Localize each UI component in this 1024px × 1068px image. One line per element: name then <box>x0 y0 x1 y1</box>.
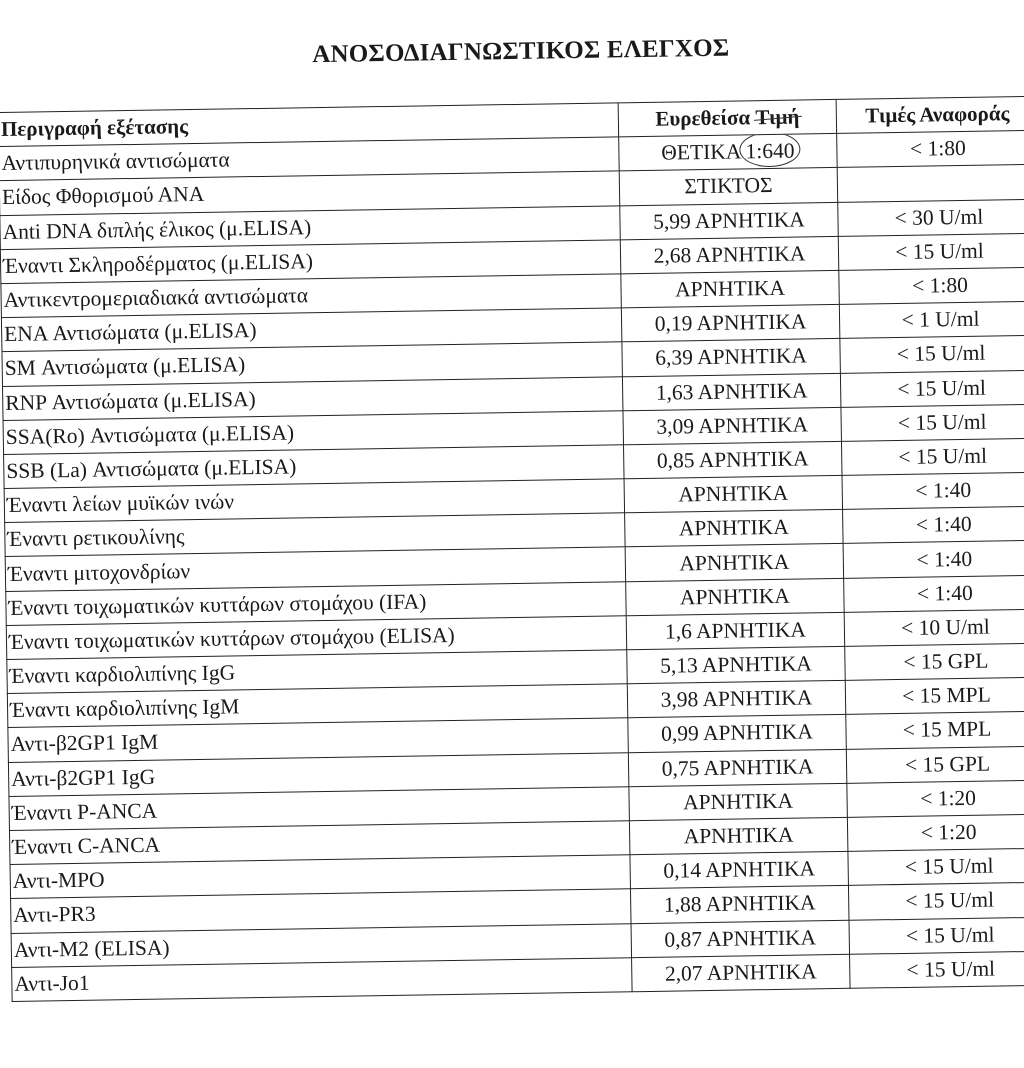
result-value-cell: 0,85 ΑΡΝΗΤΙΚΑ <box>623 441 842 479</box>
test-name-cell: Έναντι C-ANCA <box>9 821 629 865</box>
test-name-cell: Αντι-Jo1 <box>12 957 632 1001</box>
reference-range-cell: < 1:40 <box>844 575 1024 612</box>
reference-range-cell: < 1 U/ml <box>839 301 1024 338</box>
result-value-cell <box>619 134 838 172</box>
test-name-cell: Έναντι ρετικουλίνης <box>5 513 625 557</box>
reference-range-cell: < 15 U/ml <box>841 438 1024 475</box>
test-name-cell: ENA Αντισώματα (μ.ELISA) <box>1 308 621 352</box>
report-title: ΑΝΟΣΟΔΙΑΓΝΩΣΤΙΚΟΣ ΕΛΕΓΧΟΣ <box>312 34 730 69</box>
test-name-cell: Αντι-MPO <box>10 855 630 899</box>
reference-range-cell: < 1:40 <box>843 541 1024 578</box>
reference-range-cell: < 1:20 <box>847 780 1024 817</box>
result-value-cell: 3,98 ΑΡΝΗΤΙΚΑ <box>627 681 846 719</box>
reference-range-cell: < 15 U/ml <box>850 951 1024 988</box>
reference-range-cell: < 15 MPL <box>845 677 1024 714</box>
result-value-cell: 1,63 ΑΡΝΗΤΙΚΑ <box>622 373 841 411</box>
circled-titer: 1:640 <box>745 138 795 164</box>
reference-range-cell: < 10 U/ml <box>844 609 1024 646</box>
reference-range-cell: < 1:40 <box>842 472 1024 509</box>
test-name-cell: Έναντι τοιχωματικών κυττάρων στομάχου (IFA) <box>6 581 626 625</box>
column-header-reference: Τιμές Αναφοράς <box>836 96 1024 133</box>
reference-range-cell: < 1:20 <box>847 814 1024 851</box>
test-name-cell: Έναντι P-ANCA <box>9 787 629 831</box>
result-value-cell: ΑΡΝΗΤΙΚΑ <box>629 783 848 821</box>
test-name-cell: SSB (La) Αντισώματα (μ.ELISA) <box>4 445 624 489</box>
reference-range-cell: < 15 GPL <box>846 746 1024 783</box>
result-value-cell: 1,6 ΑΡΝΗΤΙΚΑ <box>626 612 845 650</box>
test-name-cell: Είδος Φθορισμού ΑΝΑ <box>0 171 620 215</box>
test-name-cell: Αντι-M2 (ELISA) <box>11 923 631 967</box>
result-value-cell: 1,88 ΑΡΝΗΤΙΚΑ <box>630 886 849 924</box>
test-name-cell: SSA(Ro) Αντισώματα (μ.ELISA) <box>3 410 623 454</box>
reference-range-cell: < 15 U/ml <box>840 336 1024 373</box>
column-header-value <box>618 99 837 137</box>
reference-range-cell: < 15 GPL <box>845 643 1024 680</box>
reference-range-cell: < 15 MPL <box>846 712 1024 749</box>
result-value-cell: 0,14 ΑΡΝΗΤΙΚΑ <box>630 851 849 889</box>
test-name-cell: Αντιπυρηνικά αντισώματα <box>0 137 619 181</box>
result-value-cell: 0,99 ΑΡΝΗΤΙΚΑ <box>628 715 847 753</box>
reference-range-cell: < 1:40 <box>843 506 1024 543</box>
test-name-cell: Έναντι τοιχωματικών κυττάρων στομάχου (ELISA) <box>6 616 626 660</box>
table-body <box>0 130 1024 1001</box>
result-value-cell: 2,07 ΑΡΝΗΤΙΚΑ <box>632 954 851 992</box>
result-value-cell: ΑΡΝΗΤΙΚΑ <box>625 544 844 582</box>
result-value-cell: ΑΡΝΗΤΙΚΑ <box>625 510 844 548</box>
reference-range-cell: < 1:80 <box>839 267 1024 304</box>
reference-range-cell: < 15 U/ml <box>841 404 1024 441</box>
column-header-value-prefix: Ευρεθείσα <box>655 105 756 131</box>
result-value-cell: ΑΡΝΗΤΙΚΑ <box>624 475 843 513</box>
reference-range-cell: < 15 U/ml <box>849 917 1024 954</box>
result-value-cell: 0,75 ΑΡΝΗΤΙΚΑ <box>628 749 847 787</box>
test-name-cell: Αντι-β2GP1 IgG <box>8 752 628 796</box>
result-value-cell: 0,87 ΑΡΝΗΤΙΚΑ <box>631 920 850 958</box>
reference-range-cell: < 1:80 <box>837 130 1024 167</box>
result-value-cell: ΑΡΝΗΤΙΚΑ <box>629 817 848 855</box>
test-name-cell: RNP Αντισώματα (μ.ELISA) <box>3 376 623 420</box>
result-value-cell: 6,39 ΑΡΝΗΤΙΚΑ <box>622 339 841 377</box>
result-value-cell: 5,99 ΑΡΝΗΤΙΚΑ <box>620 202 839 240</box>
column-header-description: Περιγραφή εξέτασης <box>0 103 619 147</box>
result-value-cell: ΣΤΙΚΤΟΣ <box>619 168 838 206</box>
result-value-cell: ΑΡΝΗΤΙΚΑ <box>626 578 845 616</box>
test-name-cell: SM Αντισώματα (μ.ELISA) <box>2 342 622 386</box>
test-name-cell: Αντι-PR3 <box>11 889 631 933</box>
reference-range-cell: < 15 U/ml <box>838 233 1024 270</box>
test-name-cell: Anti DNA διπλής έλικος (μ.ELISA) <box>0 205 620 249</box>
result-value-cell: 2,68 ΑΡΝΗΤΙΚΑ <box>620 236 839 274</box>
test-name-cell: Έναντι Σκληροδέρματος (μ.ELISA) <box>0 240 620 284</box>
result-value-cell: 0,19 ΑΡΝΗΤΙΚΑ <box>621 305 840 343</box>
result-value-prefix: ΘΕΤΙΚΑ <box>661 139 746 165</box>
test-name-cell: Αντι-β2GP1 IgM <box>8 718 628 762</box>
result-value-cell: 5,13 ΑΡΝΗΤΙΚΑ <box>627 646 846 684</box>
test-name-cell: Αντικεντρομεριαδιακά αντισώματα <box>1 274 621 318</box>
test-name-cell: Έναντι μιτοχονδρίων <box>5 547 625 591</box>
reference-range-cell: < 15 U/ml <box>848 848 1024 885</box>
results-table <box>0 96 1024 1002</box>
reference-range-cell: < 15 U/ml <box>848 882 1024 919</box>
test-name-cell: Έναντι καρδιολιπίνης IgG <box>7 650 627 694</box>
reference-range-cell <box>837 165 1024 202</box>
test-name-cell: Έναντι λείων μυϊκών ινών <box>4 479 624 523</box>
struck-through-word: Τιμή <box>755 104 800 130</box>
result-value-cell: ΑΡΝΗΤΙΚΑ <box>621 270 840 308</box>
reference-range-cell: < 30 U/ml <box>838 199 1024 236</box>
result-value-cell: 3,09 ΑΡΝΗΤΙΚΑ <box>623 407 842 445</box>
reference-range-cell: < 15 U/ml <box>840 370 1024 407</box>
test-name-cell: Έναντι καρδιολιπίνης IgM <box>7 684 627 728</box>
